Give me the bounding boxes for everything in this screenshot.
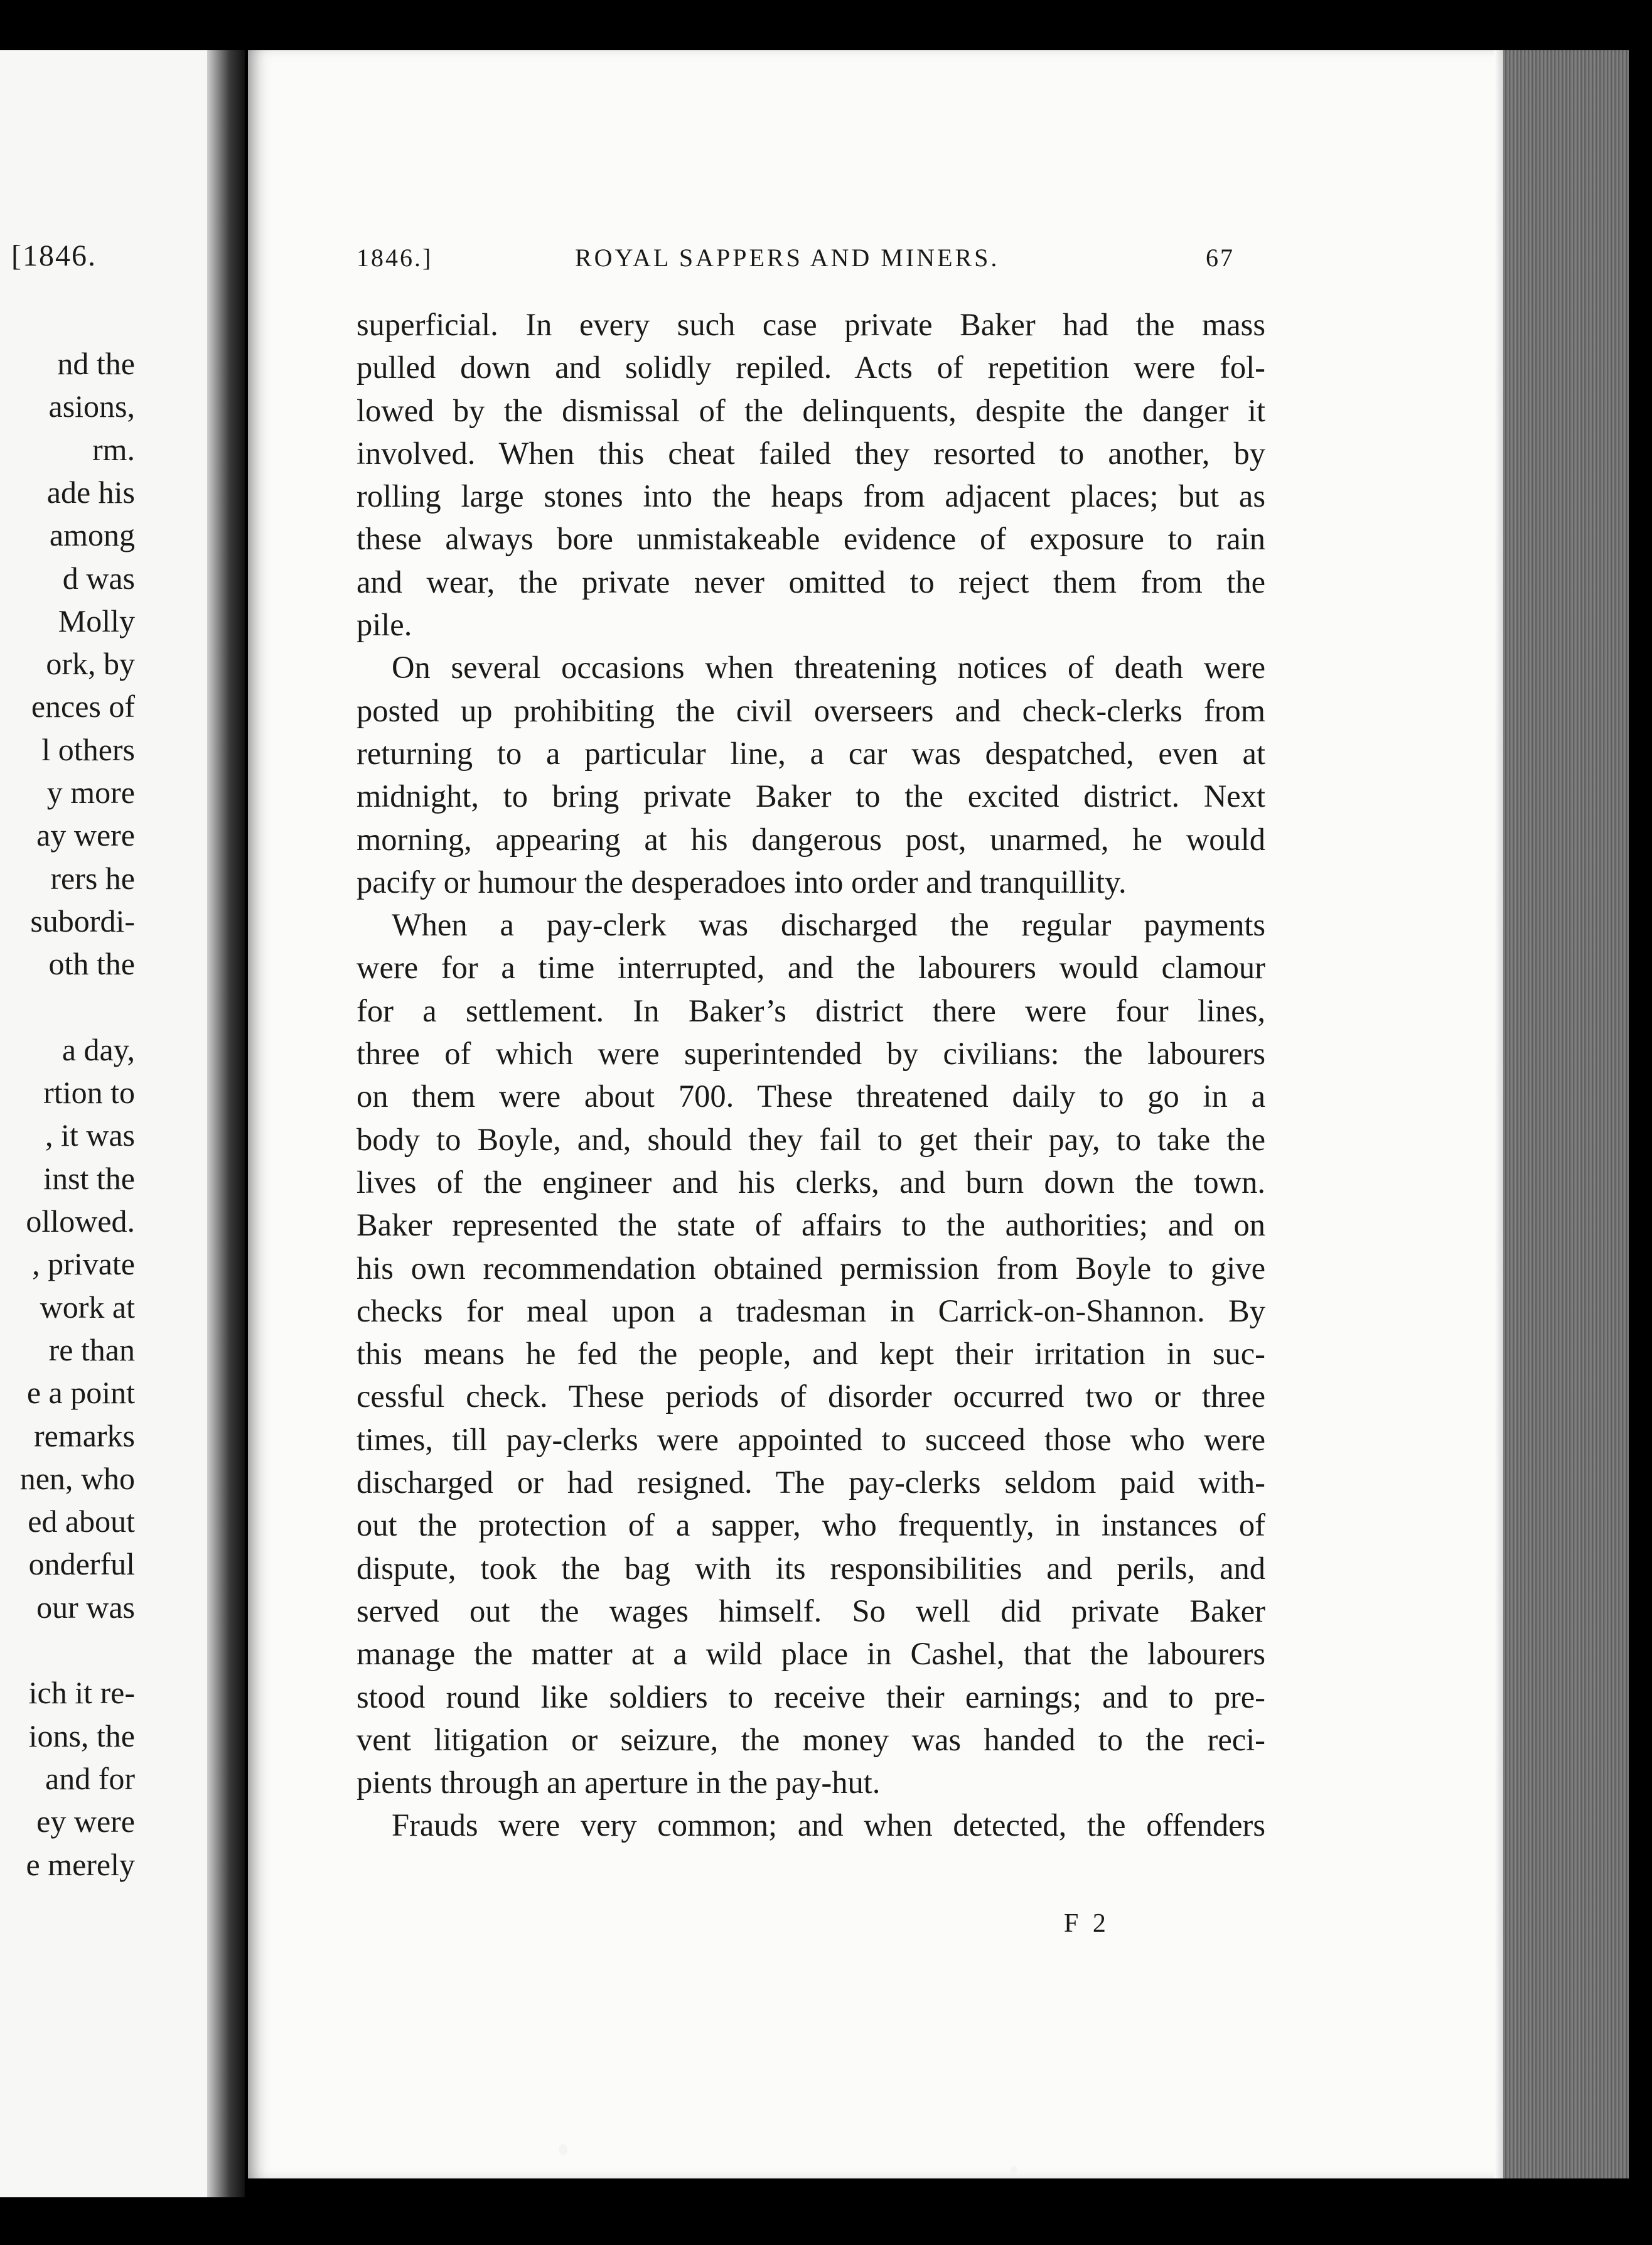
body-line: involved. When this cheat failed they resorted to another, by: [357, 435, 1265, 471]
body-line: superficial. In every such case private Baker had the mass: [357, 307, 1265, 342]
left-page-line: our was: [36, 1589, 135, 1625]
body-line: lowed by the dismissal of the delinquents, despite the danger it: [357, 392, 1265, 428]
scan-speck: [1011, 2166, 1017, 2175]
left-page-line: asions,: [48, 389, 135, 424]
running-head-title: ROYAL SAPPERS AND MINERS.: [575, 244, 1000, 272]
left-page-line: ions, the: [28, 1718, 135, 1753]
left-page-line: ork, by: [46, 646, 135, 682]
body-line: dispute, took the bag with its responsibilities and perils, and: [357, 1550, 1265, 1586]
body-line: posted up prohibiting the civil overseers and check-clerks from: [357, 692, 1265, 728]
left-page-line: onderful: [28, 1546, 135, 1582]
left-page-line: y more: [46, 775, 135, 810]
page-number: 67: [1206, 244, 1235, 272]
body-line: on them were about 700. These threatened daily to go in a: [357, 1079, 1265, 1114]
body-line: manage the matter at a wild place in Cashel, that the labourers: [357, 1636, 1265, 1672]
left-page-line: ed about: [28, 1504, 135, 1539]
left-page-line: e a point: [26, 1375, 135, 1411]
left-page-line: , it was: [45, 1117, 135, 1153]
body-line: served out the wages himself. So well did private Baker: [357, 1593, 1265, 1629]
body-line: pacify or humour the desperadoes into order and tranquillity.: [357, 864, 1127, 900]
left-page-line: ich it re-: [28, 1675, 135, 1711]
body-line: lives of the engineer and his clerks, and burn down the town.: [357, 1164, 1265, 1200]
body-line: rolling large stones into the heaps from adjacent places; but as: [357, 478, 1265, 514]
left-page-line: re than: [48, 1332, 135, 1367]
left-page-line: ade his: [46, 474, 135, 510]
book-gutter-shadow: [207, 50, 245, 2197]
body-line: cessful check. These periods of disorder occurred two or three: [357, 1379, 1265, 1414]
running-head-year: 1846.]: [357, 244, 433, 272]
body-line: When a pay-clerk was discharged the regular payments: [392, 907, 1265, 943]
left-page-line: rm.: [92, 431, 135, 467]
left-page-line: d was: [62, 560, 135, 596]
body-line: for a settlement. In Baker’s district there were four lines,: [357, 993, 1265, 1028]
body-line: out the protection of a sapper, who frequently, in instances of: [357, 1507, 1265, 1543]
left-page-line: rtion to: [43, 1075, 135, 1111]
body-line: morning, appearing at his dangerous post, unarmed, he would: [357, 821, 1265, 857]
left-page-line: rers he: [50, 860, 135, 896]
left-page-line: and for: [45, 1760, 135, 1796]
left-page-line: e merely: [26, 1846, 135, 1882]
body-line: discharged or had resigned. The pay-clerks seldom paid with-: [357, 1465, 1265, 1500]
body-text: [357, 303, 1265, 1847]
left-page-line: nd the: [57, 346, 135, 381]
body-line: Frauds were very common; and when detected, the offenders: [392, 1807, 1265, 1843]
left-running-head: [1846.: [11, 239, 97, 272]
left-page-line: ey were: [36, 1804, 135, 1839]
left-page-line: l others: [41, 731, 135, 767]
left-page-line: subordi-: [30, 903, 135, 939]
body-line: three of which were superintended by civilians: the labourers: [357, 1036, 1265, 1072]
body-line: Baker represented the state of affairs to the authorities; and on: [357, 1207, 1265, 1243]
body-line: and wear, the private never omitted to reject them from the: [357, 564, 1265, 600]
left-page-line: remarks: [33, 1418, 135, 1453]
body-line: this means he fed the people, and kept their irritation in suc-: [357, 1336, 1265, 1372]
left-facing-page: [0, 50, 217, 2197]
body-line: body to Boyle, and, should they fail to get their pay, to take the: [357, 1121, 1265, 1157]
body-line: pients through an aperture in the pay-hut.: [357, 1765, 881, 1801]
left-page-line: inst the: [43, 1160, 135, 1196]
body-line: midnight, to bring private Baker to the excited district. Next: [357, 778, 1265, 814]
body-line: stood round like soldiers to receive their earnings; and to pre-: [357, 1679, 1265, 1715]
left-page-line: ences of: [31, 689, 135, 724]
body-line: returning to a particular line, a car was despatched, even at: [357, 735, 1265, 771]
left-page-line: a day,: [62, 1031, 135, 1067]
left-page-line: ollowed.: [26, 1203, 135, 1239]
body-line: checks for meal upon a tradesman in Carrick-on-Shannon. By: [357, 1293, 1265, 1328]
body-line: pile.: [357, 607, 412, 643]
body-line: vent litigation or seizure, the money was handed to the reci-: [357, 1721, 1265, 1757]
body-line: were for a time interrupted, and the labourers would clamour: [357, 950, 1265, 986]
left-page-line: oth the: [48, 946, 135, 982]
left-page-line: Molly: [58, 603, 135, 638]
left-page-line: work at: [40, 1289, 135, 1325]
scan-speck: [559, 2144, 567, 2155]
left-page-line: , private: [32, 1246, 135, 1282]
left-page-line: ay were: [36, 817, 135, 853]
body-line: his own recommendation obtained permission from Boyle to give: [357, 1250, 1265, 1286]
left-page-line: among: [49, 517, 135, 553]
signature-mark: F 2: [1064, 1909, 1110, 1938]
left-page-line: nen, who: [19, 1460, 135, 1496]
body-line: times, till pay-clerks were appointed to succeed those who were: [357, 1421, 1265, 1457]
body-line: On several occasions when threatening notices of death were: [392, 650, 1265, 686]
book-page-edges: [1503, 50, 1629, 2178]
body-line: pulled down and solidly repiled. Acts of repetition were fol-: [357, 350, 1265, 385]
right-page: [248, 50, 1503, 2178]
body-line: these always bore unmistakeable evidence of exposure to rain: [357, 521, 1265, 557]
